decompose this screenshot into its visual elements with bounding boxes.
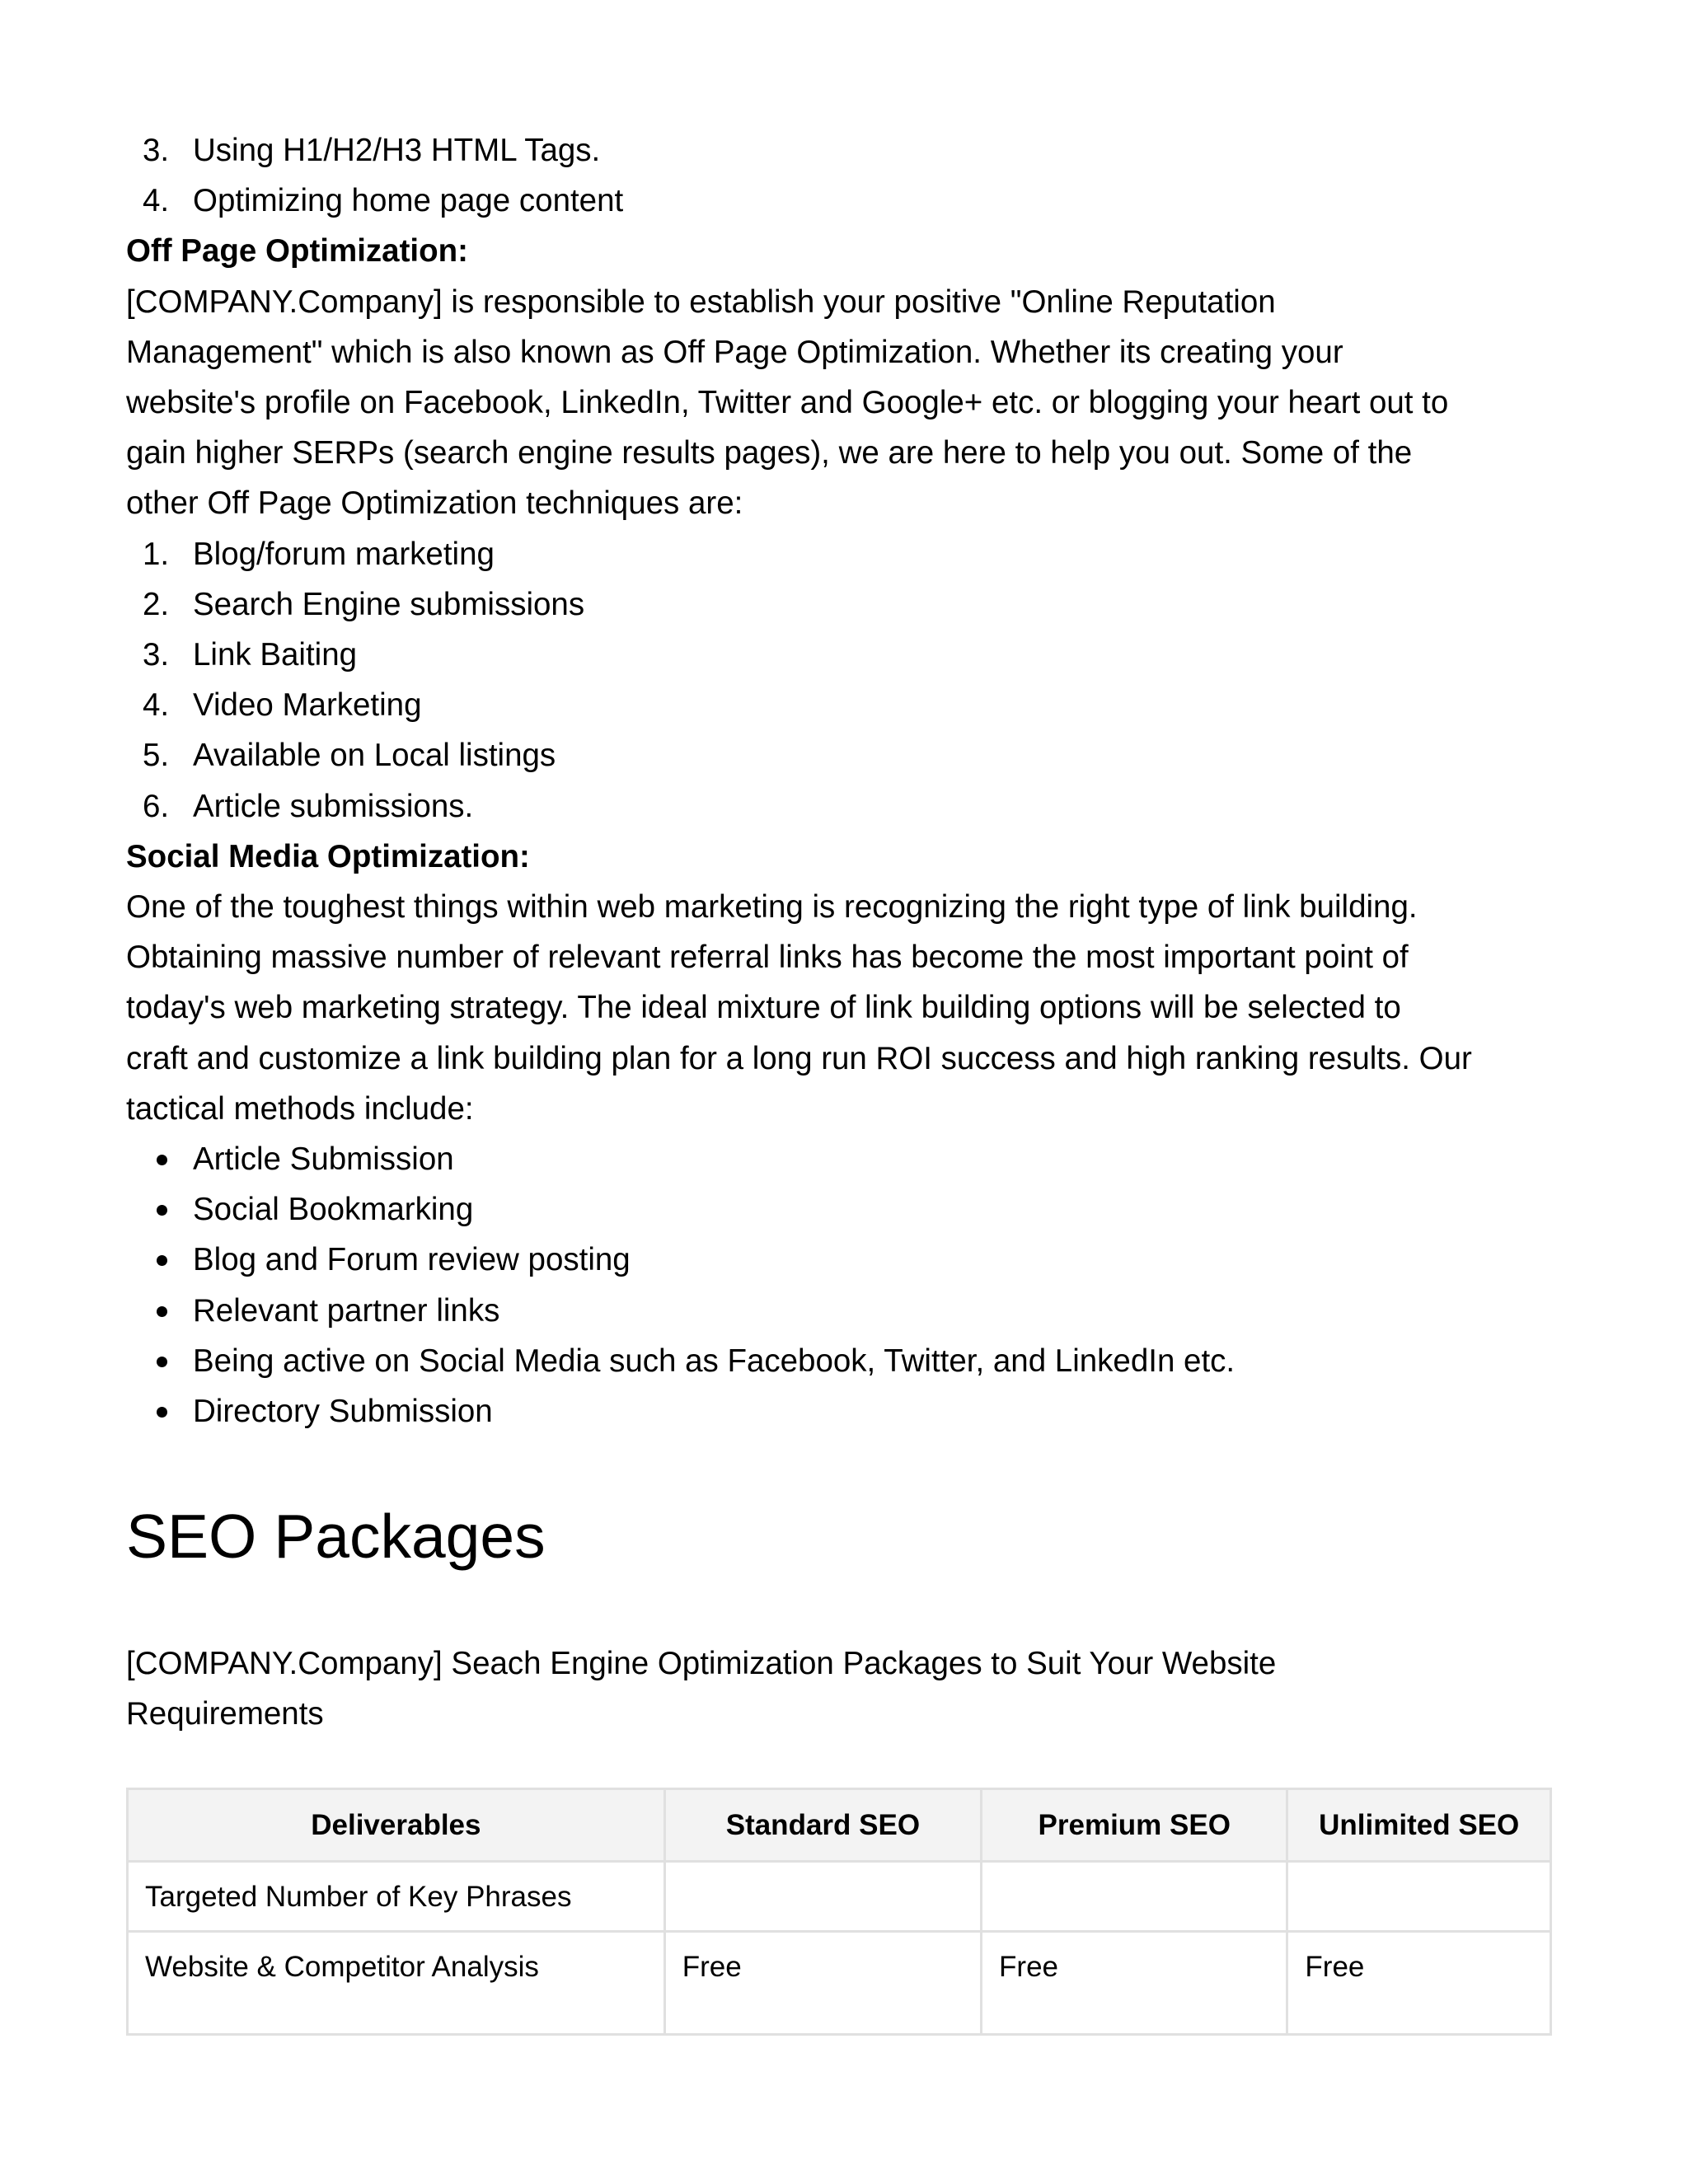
list-item-text: Being active on Social Media such as Facebook, Twitter, and LinkedIn etc. <box>193 1343 1236 1379</box>
table-cell <box>1287 1862 1551 1932</box>
list-item <box>126 1235 1559 1285</box>
bullet-icon <box>157 1306 167 1317</box>
paragraph-line: other Off Page Optimization techniques are: <box>126 485 743 522</box>
list-item-text: Available on Local listings <box>193 738 556 774</box>
paragraph-line: Obtaining massive number of relevant referral links has become the most important point of <box>126 940 1409 976</box>
intro-line: [COMPANY.Company] Seach Engine Optimization Packages to Suit Your Website <box>126 1646 1277 1681</box>
list-item-text: Directory Submission <box>193 1393 493 1429</box>
list-item <box>126 176 1559 226</box>
column-header: Unlimited SEO <box>1287 1789 1551 1862</box>
seo-packages-table <box>126 1788 1552 2036</box>
list-item <box>126 529 1559 579</box>
list-item-text: Using H1/H2/H3 HTML Tags. <box>193 133 601 168</box>
list-item <box>126 1134 1559 1184</box>
packages-intro <box>126 1638 1445 1739</box>
list-item <box>126 680 1559 730</box>
column-header: Deliverables <box>128 1789 665 1862</box>
seo-packages-title: SEO Packages <box>126 1502 546 1571</box>
list-item <box>126 1184 1559 1235</box>
tactical-methods-list <box>126 1134 1559 1436</box>
paragraph-line: Management" which is also known as Off Page Optimization. Whether its creating your <box>126 334 1343 370</box>
list-item <box>126 781 1559 832</box>
list-number: 4. <box>143 183 170 219</box>
off-page-heading: Off Page Optimization: <box>126 233 468 269</box>
paragraph-line: [COMPANY.Company] is responsible to establish your positive "Online Reputation <box>126 284 1276 320</box>
table-cell: Free <box>982 1932 1287 2035</box>
column-header: Premium SEO <box>982 1789 1287 1862</box>
list-item-text: Article submissions. <box>193 788 474 824</box>
list-item <box>126 1386 1559 1436</box>
list-item-text: Blog and Forum review posting <box>193 1242 631 1278</box>
paragraph-line: tactical methods include: <box>126 1090 474 1127</box>
list-number: 3. <box>143 636 170 673</box>
table-cell: Website & Competitor Analysis <box>128 1932 665 2035</box>
off-page-techniques-list <box>126 529 1559 832</box>
table-header-row <box>128 1789 1551 1862</box>
bullet-icon <box>157 1255 167 1266</box>
list-item-text: Search Engine submissions <box>193 586 585 622</box>
off-page-paragraph <box>126 277 1559 529</box>
table-row <box>128 1932 1551 2035</box>
list-item-text: Social Bookmarking <box>193 1192 474 1228</box>
paragraph-line: website's profile on Facebook, LinkedIn, Twitter and Google+ etc. or blogging your heart out to <box>126 384 1449 420</box>
bullet-icon <box>157 1357 167 1367</box>
paragraph-line: One of the toughest things within web marketing is recognizing the right type of link building. <box>126 888 1418 925</box>
table-row <box>128 1862 1551 1932</box>
paragraph-line: craft and customize a link building plan for a long run ROI success and high ranking results. Our <box>126 1040 1472 1076</box>
list-number: 4. <box>143 687 170 724</box>
table-cell: Free <box>664 1932 981 2035</box>
intro-line: Requirements <box>126 1696 324 1732</box>
column-header: Standard SEO <box>664 1789 981 1862</box>
list-item <box>126 579 1559 630</box>
numbered-list-top <box>126 125 1559 226</box>
list-number: 3. <box>143 133 170 168</box>
list-item-text: Article Submission <box>193 1141 454 1177</box>
list-item <box>126 1286 1559 1336</box>
list-item-text: Optimizing home page content <box>193 183 624 219</box>
table-cell: Targeted Number of Key Phrases <box>128 1862 665 1932</box>
list-item-text: Video Marketing <box>193 687 422 724</box>
bullet-icon <box>157 1407 167 1418</box>
social-media-heading: Social Media Optimization: <box>126 838 530 874</box>
list-item-text: Blog/forum marketing <box>193 536 495 572</box>
list-item <box>126 125 1559 176</box>
paragraph-line: today's web marketing strategy. The ideal mixture of link building options will be selected to <box>126 990 1401 1026</box>
paragraph-line: gain higher SERPs (search engine results pages), we are here to help you out. Some of the <box>126 435 1413 471</box>
social-media-paragraph <box>126 882 1559 1134</box>
bullet-icon <box>157 1155 167 1165</box>
list-number: 6. <box>143 788 170 824</box>
table-cell: Free <box>1287 1932 1551 2035</box>
table-cell <box>982 1862 1287 1932</box>
document-page <box>126 125 1559 1983</box>
list-item <box>126 730 1559 780</box>
list-item <box>126 630 1559 680</box>
list-number: 1. <box>143 536 170 572</box>
bullet-icon <box>157 1205 167 1216</box>
list-item <box>126 1336 1559 1386</box>
list-item-text: Link Baiting <box>193 636 358 673</box>
list-number: 2. <box>143 586 170 622</box>
list-number: 5. <box>143 738 170 774</box>
list-item-text: Relevant partner links <box>193 1292 500 1329</box>
table-cell <box>664 1862 981 1932</box>
